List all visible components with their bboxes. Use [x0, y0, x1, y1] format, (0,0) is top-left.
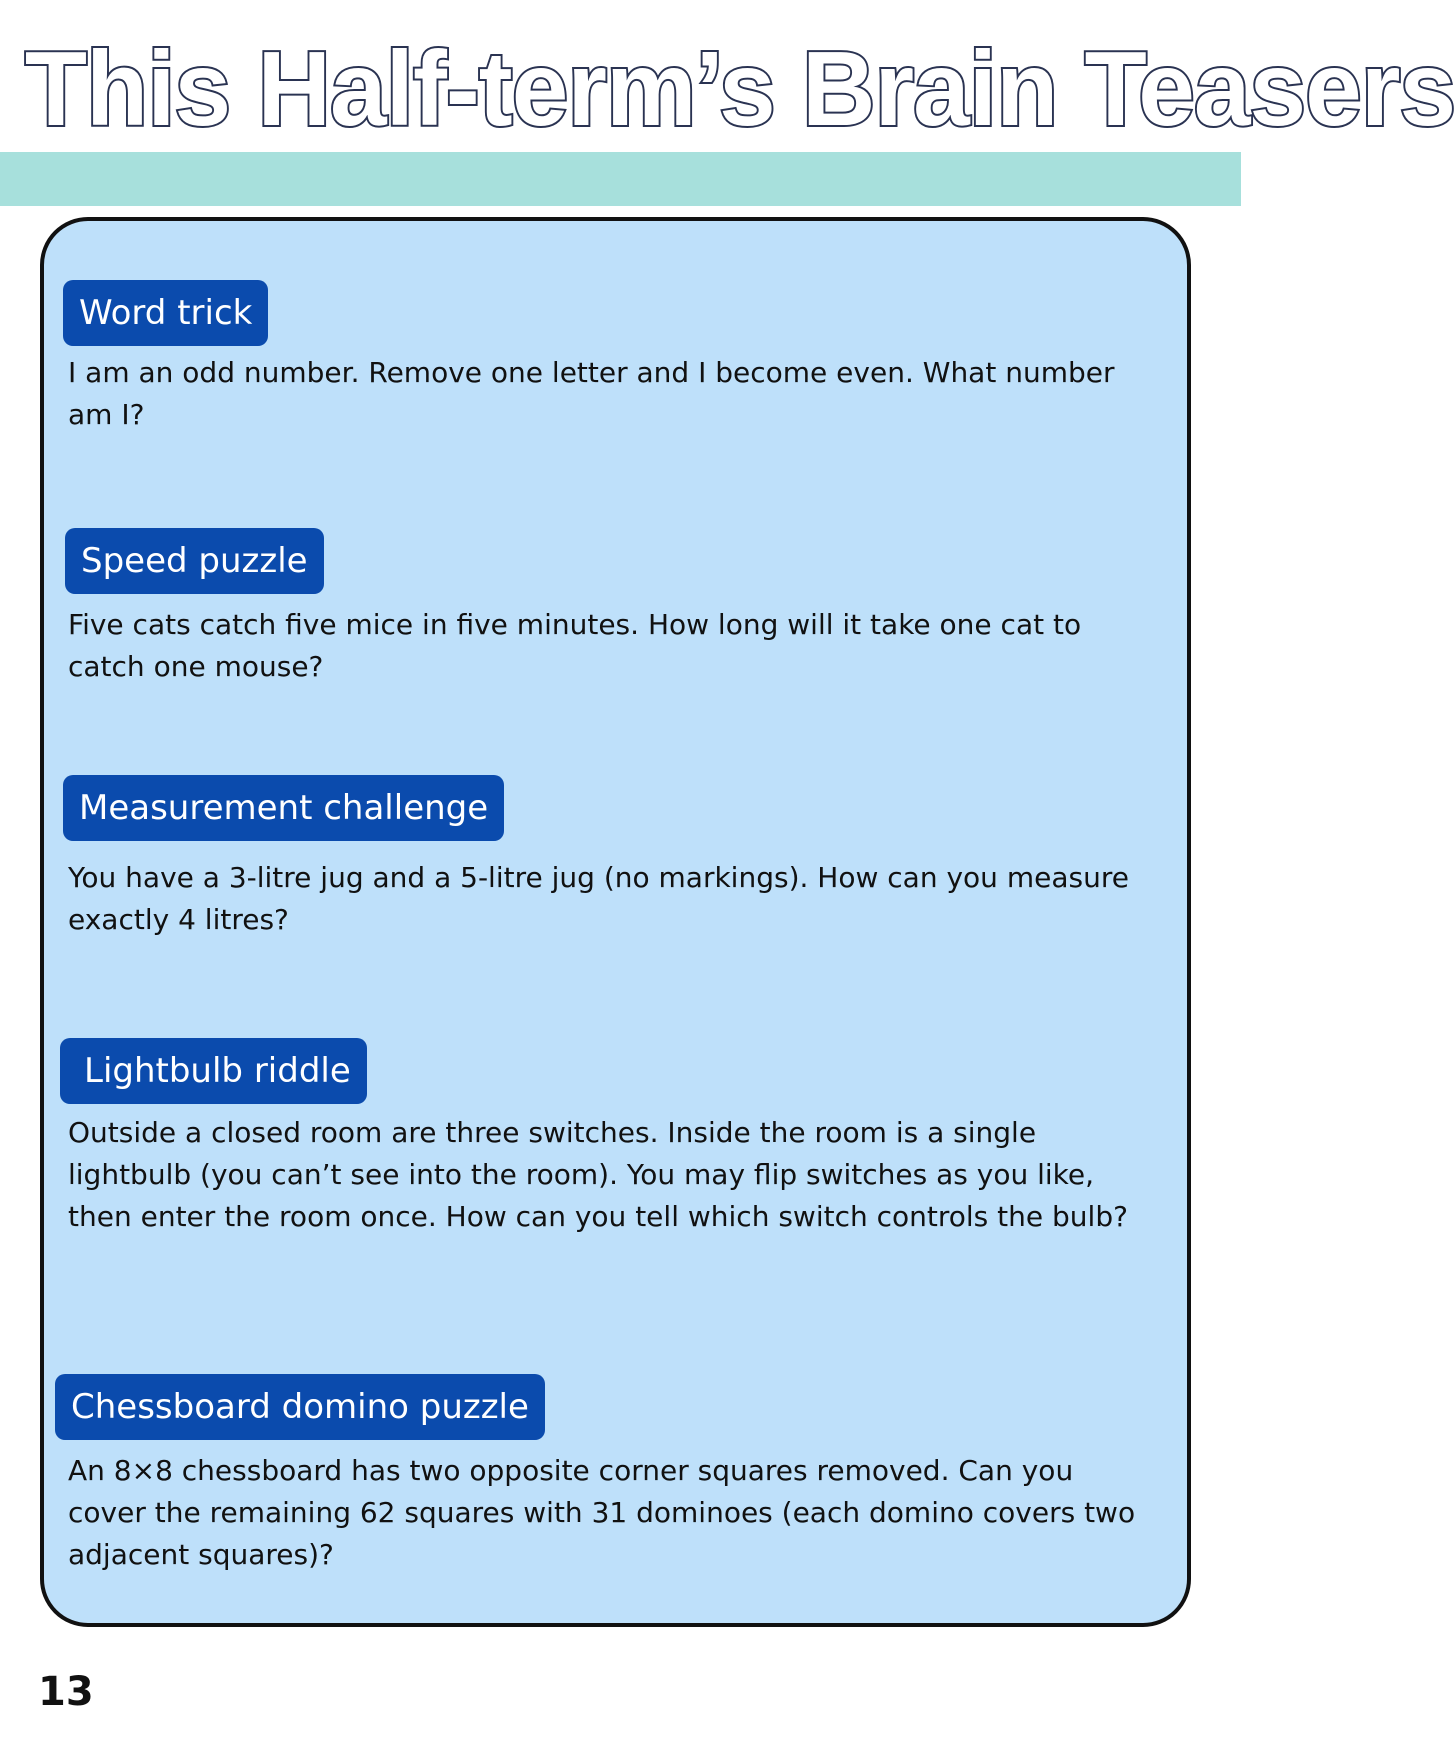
teaser-label-speed-puzzle: Speed puzzle	[65, 528, 324, 594]
teaser-text-word-trick: I am an odd number. Remove one letter and I become even. What number am I?	[68, 356, 1115, 431]
teaser-text-lightbulb-riddle: Outside a closed room are three switches. Inside the room is a single lightbulb (you can’t see into the room). You may flip switches as you like, then enter the room once. How can you tell which switch controls the bulb?	[68, 1116, 1128, 1233]
page-title: This Half-term’s Brain Teasers	[24, 30, 1455, 148]
teaser-label-chessboard-domino: Chessboard domino puzzle	[55, 1374, 545, 1440]
teaser-label-measurement-challenge: Measurement challenge	[63, 775, 504, 841]
title-underline-band	[0, 152, 1241, 206]
page-number: 13	[38, 1669, 94, 1715]
teaser-text-measurement-challenge: You have a 3-litre jug and a 5-litre jug (no markings). How can you measure exactly 4 litres?	[68, 861, 1129, 936]
teaser-text-speed-puzzle: Five cats catch five mice in five minutes. How long will it take one cat to catch one mouse?	[68, 608, 1082, 683]
teaser-label-lightbulb-riddle: Lightbulb riddle	[60, 1038, 367, 1104]
teaser-text-chessboard-domino: An 8×8 chessboard has two opposite corner squares removed. Can you cover the remaining 62 squares with 31 dominoes (each domino covers two adjacent squares)?	[68, 1454, 1136, 1571]
teaser-label-word-trick: Word trick	[63, 280, 268, 346]
